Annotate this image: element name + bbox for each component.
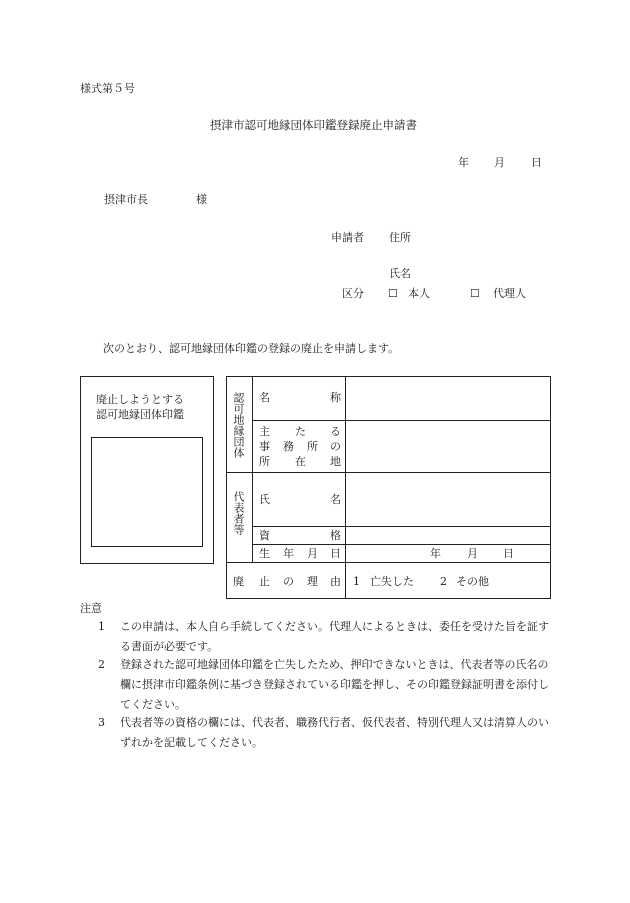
note-number: 3: [98, 716, 105, 729]
form-title: 摂津市認可地縁団体印鑑登録廃止申請書: [210, 118, 417, 132]
rep-birth-label: 生: [259, 547, 270, 560]
note-item: [100, 655, 555, 715]
rep-birth-year: 年: [430, 547, 441, 560]
name-label: 氏名: [389, 267, 411, 280]
date-year-label: 年: [458, 156, 469, 169]
rep-birth-label: 月: [307, 547, 318, 560]
seal-box-label-line2: 認可地縁団体印鑑: [96, 408, 184, 421]
notes-heading: 注意: [80, 602, 102, 615]
reason-option-1-num[interactable]: 1: [353, 575, 360, 588]
rep-birth-label: 年: [283, 547, 294, 560]
reason-option-1[interactable]: 亡失した: [370, 575, 414, 588]
rep-qual-label-1: 資: [259, 529, 270, 542]
reason-label: 廃: [233, 575, 244, 588]
org-office-label: 主: [259, 425, 270, 438]
note-item: [100, 713, 555, 753]
reason-label: 理: [307, 575, 318, 588]
checkbox-self[interactable]: ☐: [388, 287, 398, 300]
applicant-label: 申請者: [331, 231, 364, 244]
note-text: 代表者等の資格の欄には、代表者、職務代行者、仮代表者、特別代理人又は清算人のいずれかを記載してください。: [120, 716, 549, 749]
reason-label: 止: [259, 575, 270, 588]
org-name-label-2: 称: [330, 391, 341, 404]
reason-label: 由: [330, 575, 341, 588]
note-item: [100, 617, 555, 657]
rep-name-label-2: 名: [330, 493, 341, 506]
rep-qual-label-2: 格: [330, 529, 341, 542]
option-agent-label: 代理人: [493, 287, 526, 300]
org-office-label: の: [330, 440, 341, 453]
address-label: 住所: [389, 231, 411, 244]
rep-qual-field[interactable]: [347, 527, 549, 543]
reason-option-2-num[interactable]: 2: [440, 575, 447, 588]
org-name-label-1: 名: [259, 391, 270, 404]
date-day-label: 日: [531, 156, 542, 169]
org-office-label: る: [330, 425, 341, 438]
group-rep-label: 代表者等: [232, 491, 245, 535]
note-number: 2: [98, 658, 105, 671]
org-office-label: 務: [283, 440, 294, 453]
statement: 次のとおり、認可地縁団体印鑑の登録の廃止を申請します。: [103, 342, 400, 355]
checkbox-agent[interactable]: ☐: [470, 287, 480, 300]
rep-name-label-1: 氏: [259, 493, 270, 506]
note-number: 1: [98, 620, 105, 633]
date-month-label: 月: [494, 156, 505, 169]
org-office-label: た: [295, 425, 306, 438]
reason-option-2[interactable]: その他: [456, 575, 489, 588]
org-office-label: 事: [259, 440, 270, 453]
form-number: 様式第５号: [80, 82, 135, 95]
honorific: 様: [196, 193, 207, 206]
addressee: 摂津市長: [104, 193, 148, 206]
rep-name-field[interactable]: [347, 474, 549, 525]
org-office-label: 所: [259, 455, 270, 468]
rep-birth-month: 月: [467, 547, 478, 560]
category-label: 区分: [342, 287, 364, 300]
org-office-label: 所: [307, 440, 318, 453]
org-office-label: 地: [330, 455, 341, 468]
seal-box-label-line1: 廃止しようとする: [96, 393, 184, 406]
org-office-field[interactable]: [347, 422, 549, 471]
note-text: この申請は、本人自ら手続してください。代理人によるときは、委任を受けた旨を証する書面が必要です。: [120, 620, 549, 653]
org-name-field[interactable]: [347, 378, 549, 419]
seal-impression-area[interactable]: [91, 437, 203, 547]
note-text: 登録された認可地縁団体印鑑を亡失したため、押印できないときは、代表者等の氏名の欄に摂津市印鑑条例に基づき登録されている印鑑を押し、その印鑑登録証明書を添付してください。: [120, 658, 549, 711]
option-self-label: 本人: [408, 287, 430, 300]
group-org-label: 認可地縁団体: [232, 392, 245, 458]
org-office-label: 在: [295, 455, 306, 468]
rep-birth-day: 日: [503, 547, 514, 560]
reason-label: の: [283, 575, 294, 588]
rep-birth-label: 日: [330, 547, 341, 560]
